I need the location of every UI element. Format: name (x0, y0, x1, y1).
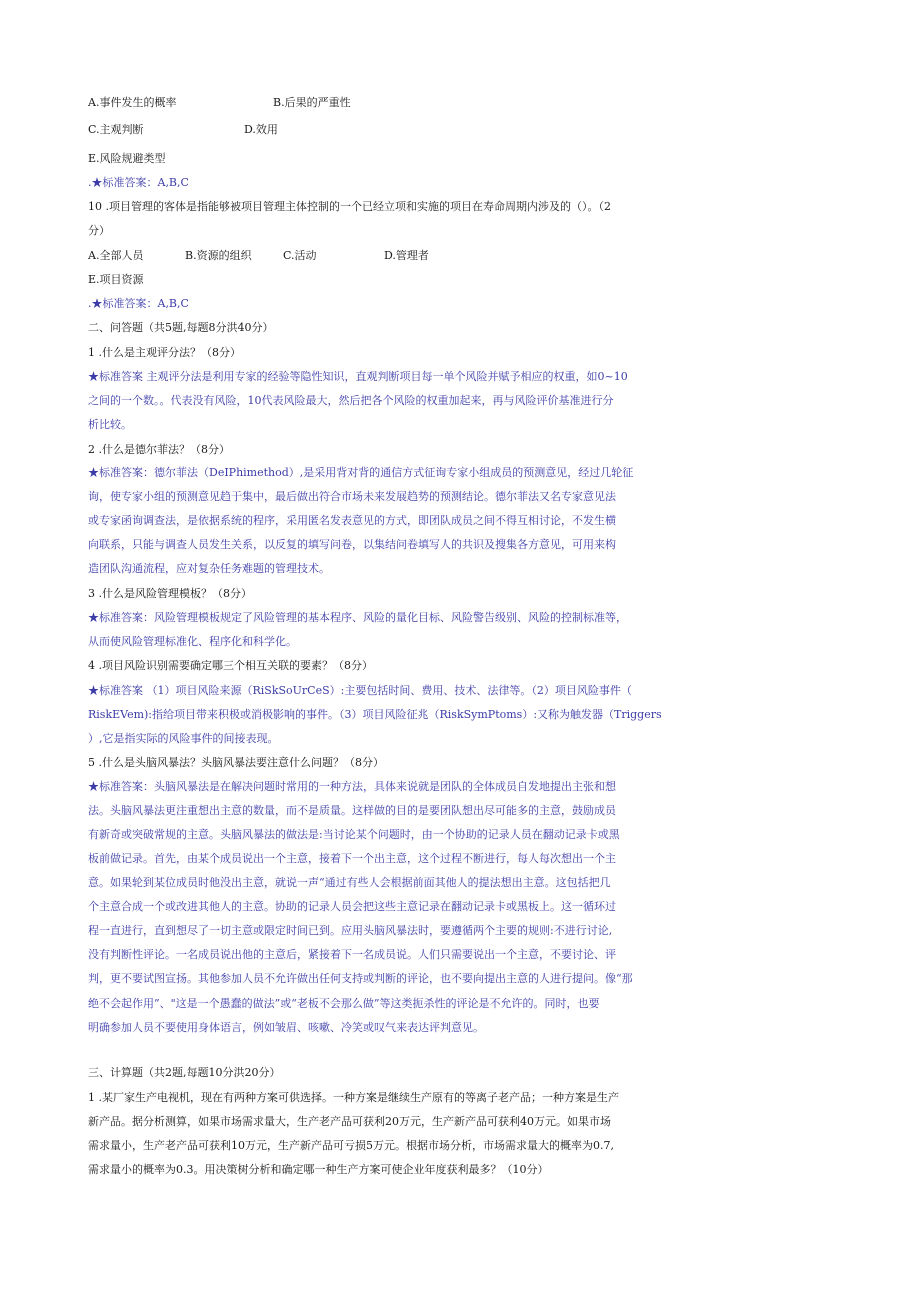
q10-stem-line2: 分） (88, 224, 110, 237)
s2-q2-question: 2 .什么是德尔菲法？（8分） (88, 443, 230, 456)
s3-q1-line: 需求量小，生产老产品可获利10万元，生产新产品可亏损5万元。根据市场分析，市场需求量大的概率为0.7, (88, 1139, 614, 1152)
q10-answer: .★标准答案：A,B,C (88, 297, 189, 310)
s2-q4-question: 4 .项目风险识别需要确定哪三个相互关联的要素？（8分） (88, 659, 373, 672)
s2-q2-answer-line: 造团队沟通流程，应对复杂任务难题的管理技术。 (88, 562, 330, 575)
s2-q5-answer-line: 程一直进行，直到想尽了一切主意或限定时间已到。应用头脑风暴法时，要遵循两个主要的规则:不进行讨论, (88, 924, 613, 937)
s2-q3-question: 3 .什么是风险管理模板？（8分） (88, 587, 252, 600)
s2-q5-answer-line: 个主意合成一个或改进其他人的主意。协助的记录人员会把这些主意记录在翻动记录卡或黑板上。这一循环过 (88, 900, 616, 913)
q9-option-c: C.主观判断 (88, 123, 144, 136)
s2-q2-answer-line: 向联系，只能与调查人员发生关系，以反复的填写问卷，以集结问卷填写人的共识及搜集各方意见，可用来构 (88, 538, 616, 551)
s3-q1-line: 新产品。据分析测算，如果市场需求量大，生产老产品可获利20万元，生产新产品可获利40万元。如果市场 (88, 1115, 611, 1128)
q9-option-b: B.后果的严重性 (273, 96, 351, 109)
s2-q5-answer-line: 意。如果轮到某位成员时他没出主意，就说一声“通过有些人会根据前面其他人的提法想出主意。这包括把几 (88, 876, 611, 889)
q9-answer: .★标准答案：A,B,C (88, 176, 189, 189)
q10-option-b: B.资源的组织 (185, 249, 252, 262)
section3-heading: 三、计算题（共2题,每题10分洪20分） (88, 1066, 281, 1079)
s2-q4-answer-line: ★标准答案 （1）项目风险来源（RiSkSoUrCeS）:主要包括时间、费用、技术、法律等。（2）项目风险事件（ (88, 684, 632, 697)
q10-option-a: A.全部人员 (88, 249, 144, 262)
s2-q2-answer-line: ★标准答案：德尔菲法（DeIPhimethod）,是采用背对背的通信方式征询专家小组成员的预测意见，经过几轮征 (88, 466, 634, 479)
s2-q5-answer-line: ★标准答案：头脑风暴法是在解决问题时常用的一种方法，具体来说就是团队的全体成员自发地提出主张和想 (88, 780, 616, 793)
q9-option-e: E.风险规避类型 (88, 152, 166, 165)
s2-q4-answer-line: ）,它是指实际的风险事件的间接表现。 (88, 732, 279, 745)
s2-q5-answer-line: 明确参加人员不要使用身体语言，例如皱眉、咳嗽、冷笑或叹气来表达评判意见。 (88, 1021, 484, 1034)
s2-q1-question: 1 .什么是主观评分法？（8分） (88, 346, 241, 359)
s2-q5-answer-line: 绝不会起作用”、"这是一个愚蠢的做法”或“老板不会那么做”等这类扼杀性的评论是不允许的。同时，也要 (88, 997, 600, 1010)
q10-stem-line1: 10 .项目管理的客体是指能够被项目管理主体控制的一个已经立项和实施的项目在寿命周期内涉及的（）。（2 (88, 200, 611, 213)
q9-option-a: A.事件发生的概率 (88, 96, 177, 109)
s2-q2-answer-line: 询，使专家小组的预测意见趋于集中，最后做出符合市场未来发展趋势的预测结论。德尔菲法又名专家意见法 (88, 490, 616, 503)
s2-q1-answer-line: 析比较。 (88, 418, 132, 431)
q10-option-c: C.活动 (283, 249, 317, 262)
s2-q5-question: 5 .什么是头脑风暴法？头脑风暴法要注意什么问题？（8分） (88, 756, 384, 769)
s3-q1-line: 需求量小的概率为0.3。用决策树分析和确定哪一种生产方案可使企业年度获利最多？（10分） (88, 1163, 549, 1176)
s2-q5-answer-line: 没有判断性评论。一名成员说出他的主意后，紧接着下一名成员说。人们只需要说出一个主意，不要讨论、评 (88, 948, 616, 961)
s2-q4-answer-line: RiskEVem):指给项目带来积极或消极影响的事件。（3）项目风险征兆（RiskSymPtoms）:又称为触发器（Triggers (88, 708, 662, 721)
s2-q3-answer-line: 从而使风险管理标准化、程序化和科学化。 (88, 635, 297, 648)
s3-q1-line: 1 .某厂家生产电视机，现在有两种方案可供选择。一种方案是继续生产原有的等离子老产品；一种方案是生产 (88, 1091, 619, 1104)
s2-q5-answer-line: 有新奇或突破常规的主意。头脑风暴法的做法是:当讨论某个问题时，由一个协助的记录人员在翻动记录卡或黑 (88, 828, 620, 841)
s2-q3-answer-line: ★标准答案：风险管理模板规定了风险管理的基本程序、风险的量化目标、风险警告级别、风险的控制标准等， (88, 611, 627, 624)
q10-option-e: E.项目资源 (88, 273, 144, 286)
s2-q1-answer-line: ★标准答案 主观评分法是利用专家的经验等隐性知识，直观判断项目每一单个风险并赋予相应的权重，如0~10 (88, 370, 628, 383)
s2-q2-answer-line: 或专家函询调查法，是依据系统的程序，采用匿名发表意见的方式，即团队成员之间不得互相讨论，不发生横 (88, 514, 616, 527)
q9-option-d: D.效用 (244, 123, 278, 136)
section2-heading: 二、问答题（共5题,每题8分洪40分） (88, 321, 274, 334)
q10-option-d: D.管理者 (384, 249, 429, 262)
s2-q5-answer-line: 法。头脑风暴法更注重想出主意的数量，而不是质量。这样做的目的是要团队想出尽可能多的主意，鼓励成员 (88, 804, 616, 817)
s2-q5-answer-line: 板前做记录。首先，由某个成员说出一个主意，接着下一个出主意，这个过程不断进行，每人每次想出一个主 (88, 852, 616, 865)
s2-q5-answer-line: 判，更不要试图宣扬。其他参加人员不允许做出任何支持或判断的评论，也不要向提出主意的人进行提问。像“那 (88, 972, 633, 985)
s2-q1-answer-line: 之间的一个数。。代表没有风险，10代表风险最大，然后把各个风险的权重加起来，再与风险评价基准进行分 (88, 394, 614, 407)
